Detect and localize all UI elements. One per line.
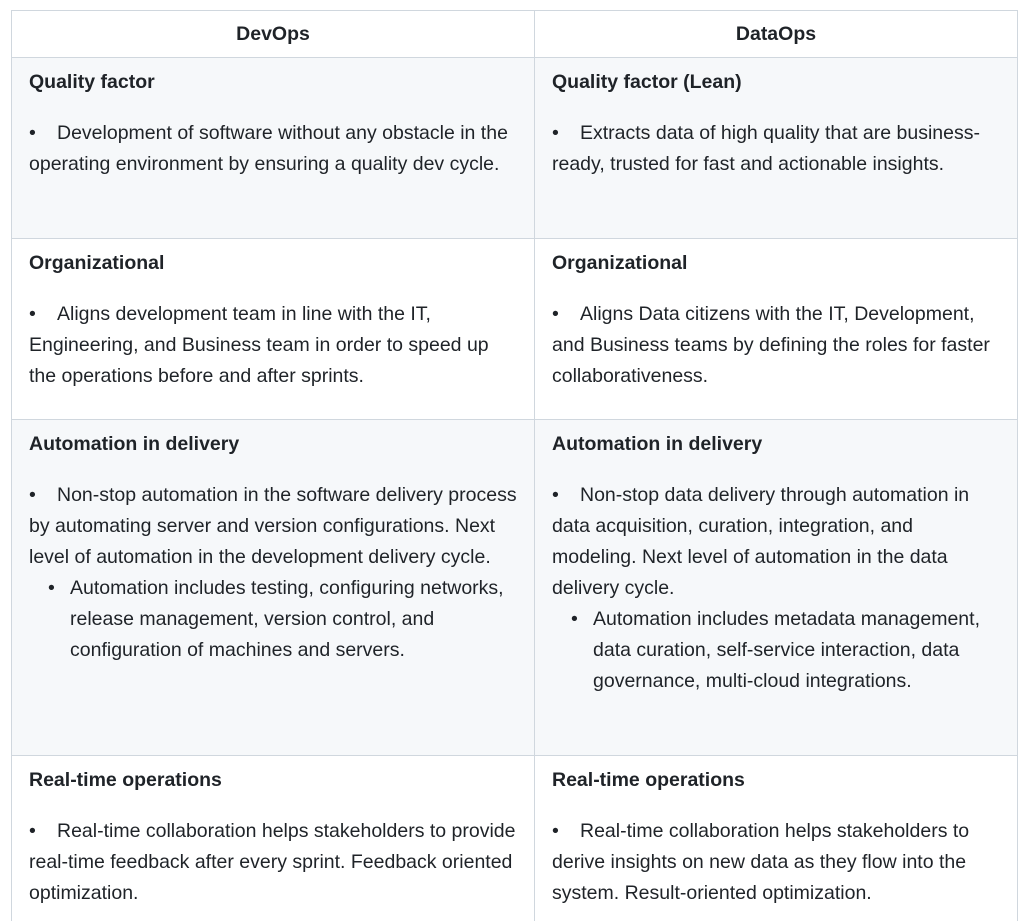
- table-cell-devops: [12, 756, 535, 921]
- table-row: [12, 756, 1018, 921]
- cell-title: Automation in delivery: [29, 433, 240, 455]
- bullet-icon: •: [29, 820, 36, 842]
- sub-list-item-text: Automation includes testing, configuring networks, release management, version control, and configuration of machines and servers.: [70, 577, 504, 661]
- comparison-table: [11, 10, 1018, 921]
- bullet-icon: •: [29, 122, 36, 144]
- bullet-icon: •: [571, 608, 578, 630]
- list-item: [29, 480, 517, 573]
- list-item: [552, 480, 1000, 604]
- cell-title: Quality factor: [29, 71, 155, 93]
- list-item-text: Extracts data of high quality that are business-ready, trusted for fast and actionable insights.: [552, 122, 980, 175]
- table-cell-dataops: [535, 420, 1018, 756]
- list-item: [29, 118, 517, 180]
- list-item: [29, 816, 517, 909]
- table-cell-devops: [12, 420, 535, 756]
- bullet-icon: •: [552, 820, 559, 842]
- bullet-icon: •: [29, 484, 36, 506]
- list-item-text: Aligns Data citizens with the IT, Development, and Business teams by defining the roles for faster collaborativeness.: [552, 303, 990, 387]
- list-item-text: Real-time collaboration helps stakeholders to derive insights on new data as they flow into the system. Result-oriented optimization.: [552, 820, 970, 904]
- column-header-devops: DevOps: [12, 11, 535, 58]
- table-cell-dataops: [535, 756, 1018, 921]
- column-header-dataops: DataOps: [535, 11, 1018, 58]
- bullet-icon: •: [48, 577, 55, 599]
- table-cell-dataops: [535, 239, 1018, 420]
- bullet-icon: •: [552, 122, 559, 144]
- bullet-icon: •: [552, 484, 559, 506]
- list-item-text: Non-stop automation in the software delivery process by automating server and version configurations. Next level of automation in the development delivery cycle.: [29, 484, 517, 568]
- list-item: [552, 816, 1000, 909]
- list-item-text: Non-stop data delivery through automation in data acquisition, curation, integration, and modeling. Next level of automation in the data delivery cycle.: [552, 484, 970, 599]
- list-item: [552, 118, 1000, 180]
- table-cell-devops: [12, 58, 535, 239]
- table-row: [12, 58, 1018, 239]
- bullet-icon: •: [29, 303, 36, 325]
- table-cell-devops: [12, 239, 535, 420]
- list-item-text: Real-time collaboration helps stakeholders to provide real-time feedback after every sprint. Feedback oriented optimization.: [29, 820, 516, 904]
- table-row: [12, 239, 1018, 420]
- cell-title: Organizational: [29, 252, 165, 274]
- sub-list-item: [571, 604, 1000, 697]
- cell-title: Quality factor (Lean): [552, 71, 742, 93]
- table-cell-dataops: [535, 58, 1018, 239]
- list-item: [29, 299, 517, 392]
- list-item: [552, 299, 1000, 392]
- table-header-row: [12, 11, 1018, 58]
- list-item-text: Development of software without any obstacle in the operating environment by ensuring a quality dev cycle.: [29, 122, 508, 175]
- table-row: [12, 420, 1018, 756]
- list-item-text: Aligns development team in line with the IT, Engineering, and Business team in order to speed up the operations before and after sprints.: [29, 303, 489, 387]
- cell-title: Automation in delivery: [552, 433, 763, 455]
- bullet-icon: •: [552, 303, 559, 325]
- cell-title: Real-time operations: [552, 769, 745, 791]
- sub-list-item: [48, 573, 517, 666]
- sub-list-item-text: Automation includes metadata management, data curation, self-service interaction, data governance, multi-cloud integrations.: [593, 608, 980, 692]
- cell-title: Real-time operations: [29, 769, 222, 791]
- cell-title: Organizational: [552, 252, 688, 274]
